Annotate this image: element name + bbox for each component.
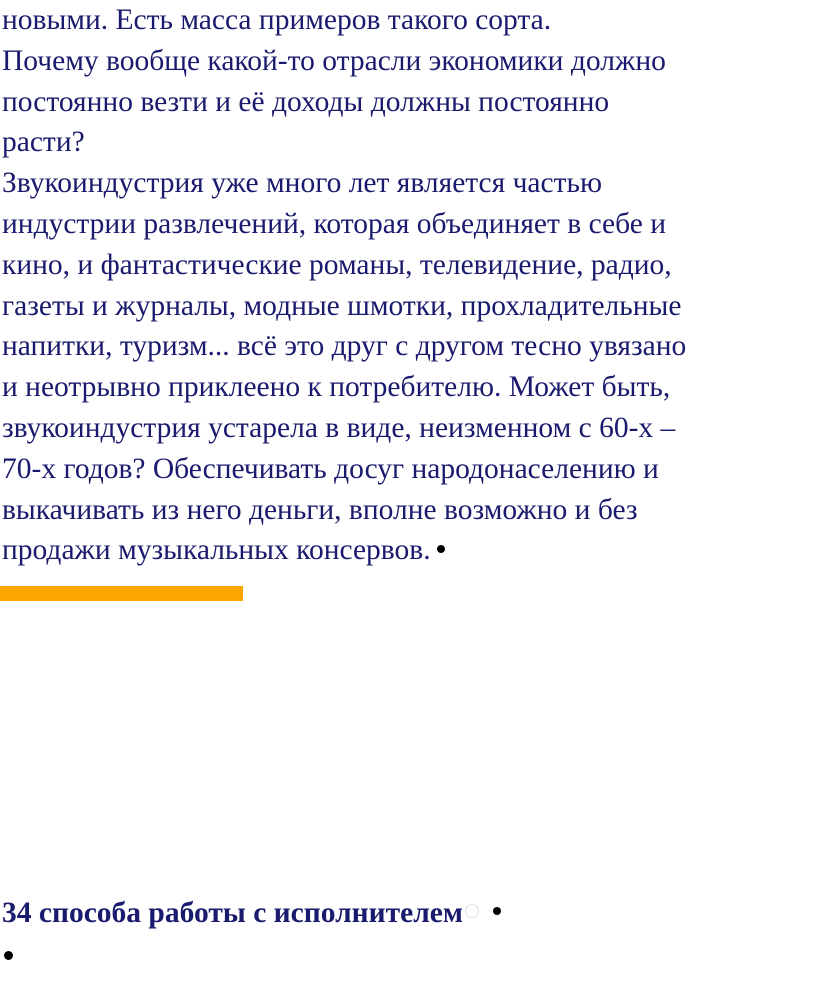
text-line: и неотрывно приклеено к потребителю. Может быть, (2, 371, 671, 404)
text-line: новыми. Есть масса примеров такого сорта. (2, 4, 552, 36)
faint-circle-icon (465, 904, 479, 918)
text-line: Звукоиндустрия уже много лет является частью (2, 167, 602, 200)
accent-divider-bar (0, 586, 243, 601)
text-line: выкачивать из него деньги, вполне возможно и без (2, 493, 638, 526)
text-line: индустрии развлечений, которая объединяет в себе и (2, 207, 666, 240)
bullet-icon (437, 545, 445, 553)
bullet-icon (4, 951, 13, 960)
text-line-content: продажи музыкальных консервов. (2, 534, 431, 567)
text-line: напитки, туризм... всё это друг с другом тесно увязано (2, 330, 687, 363)
text-line: 70-х годов? Обеспечивать досуг народонаселению и (2, 452, 659, 485)
body-text (2, 0, 816, 571)
text-line: звукоиндустрия устарела в виде, неизменном с 60-х – (2, 411, 676, 444)
bullet-icon (493, 907, 501, 915)
heading-text: 34 способа работы с исполнителем (2, 897, 463, 929)
section-heading (2, 893, 501, 933)
text-line: постоянно везти и её доходы должны постоянно (2, 85, 610, 118)
text-line-last (2, 530, 816, 571)
text-line: Почему вообще какой-то отрасли экономики должно (2, 44, 666, 77)
text-line: кино, и фантастические романы, телевидение, радио, (2, 248, 672, 281)
text-line: газеты и журналы, модные шмотки, прохладительные (2, 289, 682, 322)
text-line: расти? (2, 126, 85, 159)
